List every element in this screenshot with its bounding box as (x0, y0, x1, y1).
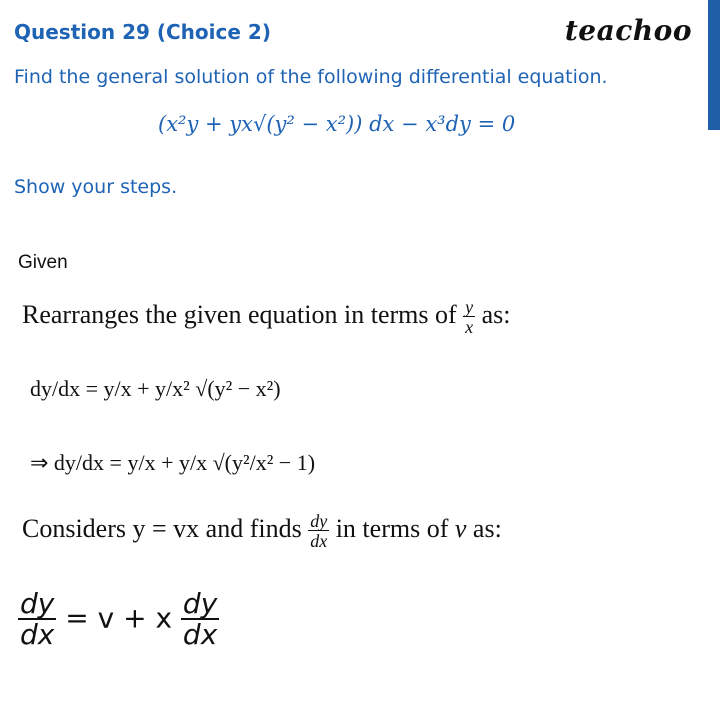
rearrange-frac-num: y (465, 297, 474, 317)
final-lhs-num: dy (20, 587, 55, 620)
accent-bar (708, 0, 720, 130)
considers-text: Considers y = vx and finds (22, 513, 302, 543)
question-equation: (x²y + yx√(y² − x²)) dx − x³dy = 0 (158, 112, 516, 136)
question-prompt: Find the general solution of the following differential equation. (14, 66, 608, 88)
considers-text-end: as: (472, 513, 502, 543)
step1-equation: dy/dx = y/x + y/x² √(y² − x²) (30, 376, 281, 401)
final-rhs-num: dy (182, 587, 218, 620)
considers-frac-den: dx (310, 531, 328, 551)
rearrange-fraction (463, 298, 475, 336)
rearrange-text-after: as: (481, 299, 511, 329)
rearrange-frac-den: x (465, 317, 474, 337)
final-eq-mid: = v + x (65, 601, 173, 635)
question-title: Question 29 (Choice 2) (14, 20, 271, 44)
final-lhs-fraction (18, 587, 56, 651)
rearrange-text: Rearranges the given equation in terms of (22, 299, 457, 329)
considers-text-after: in terms of (335, 513, 449, 543)
question-instruction: Show your steps. (14, 176, 178, 198)
considers-frac-num: dy (310, 511, 328, 531)
final-lhs-den: dx (20, 618, 55, 651)
considers-fraction (308, 512, 329, 550)
considers-var: v (454, 513, 467, 543)
given-label: Given (18, 252, 68, 273)
step2-equation: ⇒ dy/dx = y/x + y/x √(y²/x² − 1) (30, 450, 316, 475)
final-rhs-fraction (181, 587, 219, 651)
considers-line (22, 512, 502, 550)
final-equation (18, 587, 219, 651)
teachoo-logo: teachoo (564, 14, 692, 47)
final-rhs-den: dx (182, 618, 218, 651)
rearrange-line (22, 298, 511, 336)
